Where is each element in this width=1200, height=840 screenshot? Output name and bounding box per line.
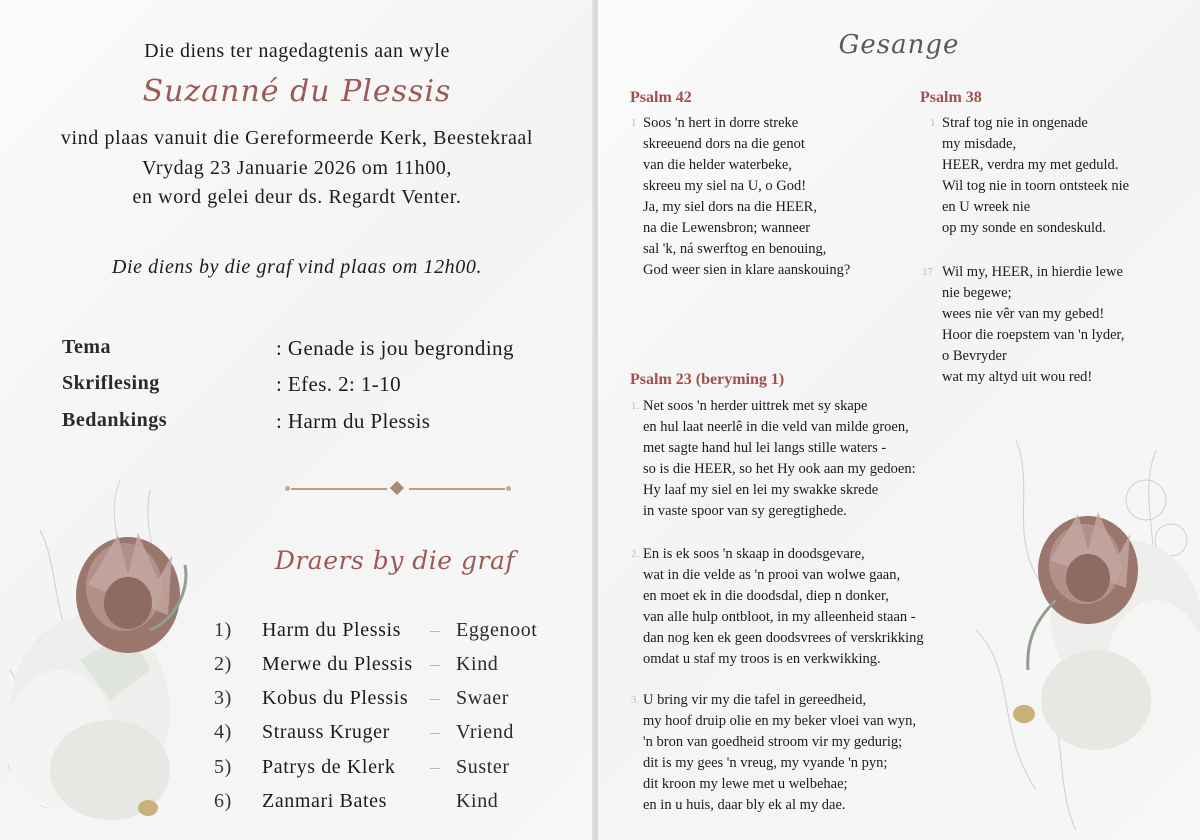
verse-line: omdat u staf my troos is en verkwikking. — [643, 651, 881, 667]
service-location: vind plaas vanuit die Gereformeerde Kerk, Beestekraal — [60, 127, 534, 149]
bearer-row — [0, 687, 594, 717]
verse-line: U bring vir my die tafel in gereedheid, — [643, 692, 867, 708]
verse-line: na die Lewensbron; wanneer — [643, 220, 811, 236]
verse-line: wat my altyd uit wou red! — [942, 369, 1093, 385]
bearer-number: 2) — [214, 653, 232, 675]
verse-line: dit is my gees 'n vreug, my vyande 'n pyn; — [643, 755, 888, 771]
verse-line: Hoor die roepstem van 'n lyder, — [942, 327, 1125, 343]
bearer-name: Zanmari Bates — [262, 790, 387, 812]
verse-line: dit kroon my lewe met u welbehae; — [643, 776, 848, 792]
right-page — [598, 0, 1200, 840]
psalm-42-verse — [631, 113, 851, 281]
verse-line: Wil my, HEER, in hierdie lewe — [942, 264, 1123, 280]
verse-number: 1. — [631, 400, 640, 412]
verse-line: 'n bron van goedheid stroom vir my gedurig; — [643, 734, 903, 750]
verse-line: en in u huis, daar bly ek al my dae. — [643, 797, 846, 813]
bearer-relation: Vriend — [456, 721, 514, 743]
verse-line: Soos 'n hert in dorre streke — [643, 115, 799, 131]
protea-flower-illustration — [956, 430, 1200, 840]
psalm-42-title: Psalm 42 — [630, 89, 692, 106]
verse-line: van alle hulp ontbloot, in my alleenheid staan - — [643, 609, 916, 625]
verse-line: Net soos 'n herder uittrek met sy skape — [643, 398, 868, 414]
detail-label-bedankings: Bedankings — [62, 409, 168, 431]
bearer-row — [0, 653, 594, 683]
bearer-dash: – — [430, 721, 441, 743]
verse-line: skreeuend dors na die genot — [643, 136, 805, 152]
psalm-23-title: Psalm 23 (beryming 1) — [630, 371, 785, 388]
bearers-title: Draers by die graf — [274, 546, 516, 575]
verse-line: my hoof druip olie en my beker vloei van wyn, — [643, 713, 917, 729]
verse-line: my misdade, — [942, 136, 1017, 152]
songs-heading: Gesange — [838, 30, 960, 60]
verse-line: op my sonde en sondeskuld. — [942, 220, 1106, 236]
bearer-relation: Eggenoot — [456, 619, 538, 641]
bearer-name: Merwe du Plessis — [262, 653, 413, 675]
bearer-name: Strauss Kruger — [262, 721, 390, 743]
bearer-row — [0, 790, 594, 820]
bearer-row — [0, 619, 594, 649]
bearer-name: Patrys de Klerk — [262, 756, 396, 778]
detail-value-tema: : Genade is jou begronding — [276, 336, 514, 360]
verse-number: 2. — [631, 548, 640, 560]
bearer-dash: – — [430, 653, 441, 675]
verse-line: van die helder waterbeke, — [643, 157, 792, 173]
psalm-38-title: Psalm 38 — [920, 89, 982, 106]
verse-line: HEER, verdra my met geduld. — [942, 157, 1119, 173]
bearer-row — [0, 756, 594, 786]
verse-line: dan nog ken ek geen doodsvrees of verskrikking — [643, 630, 924, 646]
service-date: Vrydag 23 Januarie 2026 om 11h00, — [141, 157, 453, 179]
verse-line: in vaste spoor van sy geregtighede. — [643, 503, 847, 519]
bearer-number: 3) — [214, 687, 232, 709]
bearer-name: Kobus du Plessis — [262, 687, 409, 709]
verse-line: En is ek soos 'n skaap in doodsgevare, — [643, 546, 865, 562]
bearer-relation: Swaer — [456, 687, 509, 709]
verse-line: wat in die velde as 'n prooi van wolwe gaan, — [643, 567, 901, 583]
verse-number: 17 — [922, 266, 933, 278]
bearer-dash: – — [430, 756, 441, 778]
bearer-number: 1) — [214, 619, 232, 641]
psalm-38-verse-17 — [922, 262, 1125, 388]
detail-value-bedankings: : Harm du Plessis — [276, 409, 431, 433]
verse-line: met sagte hand hul lei langs stille waters - — [643, 440, 887, 456]
verse-number: 3. — [631, 694, 640, 706]
verse-line: Straf tog nie in ongenade — [942, 115, 1088, 131]
divider-ornament — [285, 481, 511, 497]
bearer-name: Harm du Plessis — [262, 619, 401, 641]
psalm-23-verse-2 — [631, 544, 924, 670]
service-minister: en word gelei deur ds. Regardt Venter. — [132, 186, 462, 208]
bearer-number: 6) — [214, 790, 232, 812]
psalm-38-verse-1 — [930, 113, 1130, 239]
deceased-name: Suzanné du Plessis — [142, 74, 452, 109]
verse-line: Wil tog nie in toorn ontsteek nie — [942, 178, 1130, 194]
verse-line: skreeu my siel na U, o God! — [643, 178, 807, 194]
verse-line: o Bevryder — [942, 348, 1007, 364]
verse-number: 1 — [930, 117, 936, 129]
psalm-23-verse-1 — [631, 396, 916, 522]
graveside-text: Die diens by die graf vind plaas om 12h00. — [111, 256, 483, 278]
bearer-relation: Kind — [456, 653, 499, 675]
detail-label-skriflesing: Skriflesing — [62, 372, 160, 394]
verse-line: Ja, my siel dors na die HEER, — [643, 199, 817, 215]
verse-line: en hul laat neerlê in die veld van milde groen, — [643, 419, 909, 435]
verse-line: so is die HEER, so het Hy ook aan my gedoen: — [643, 461, 916, 477]
intro-text: Die diens ter nagedagtenis aan wyle — [144, 40, 450, 62]
verse-line: en moet ek in die doodsdal, diep n donker, — [643, 588, 889, 604]
verse-line: en U wreek nie — [942, 199, 1031, 215]
verse-number: 1 — [631, 117, 637, 129]
bearer-number: 5) — [214, 756, 232, 778]
bearer-dash: – — [430, 619, 441, 641]
verse-line: nie begewe; — [942, 285, 1012, 301]
bearer-row — [0, 721, 594, 751]
verse-line: Hy laaf my siel en lei my swakke skrede — [643, 482, 879, 498]
left-page — [0, 0, 594, 840]
bearer-relation: Suster — [456, 756, 510, 778]
detail-label-tema: Tema — [62, 336, 112, 358]
verse-line: sal 'k, ná swerftog en benouing, — [643, 241, 827, 257]
verse-line: wees nie vêr van my gebed! — [942, 306, 1105, 322]
bearer-dash: – — [430, 687, 441, 709]
bearer-number: 4) — [214, 721, 232, 743]
psalm-23-verse-3 — [631, 690, 917, 816]
detail-value-skriflesing: : Efes. 2: 1-10 — [276, 372, 401, 396]
verse-line: God weer sien in klare aanskouing? — [643, 262, 851, 278]
bearer-relation: Kind — [456, 790, 499, 812]
